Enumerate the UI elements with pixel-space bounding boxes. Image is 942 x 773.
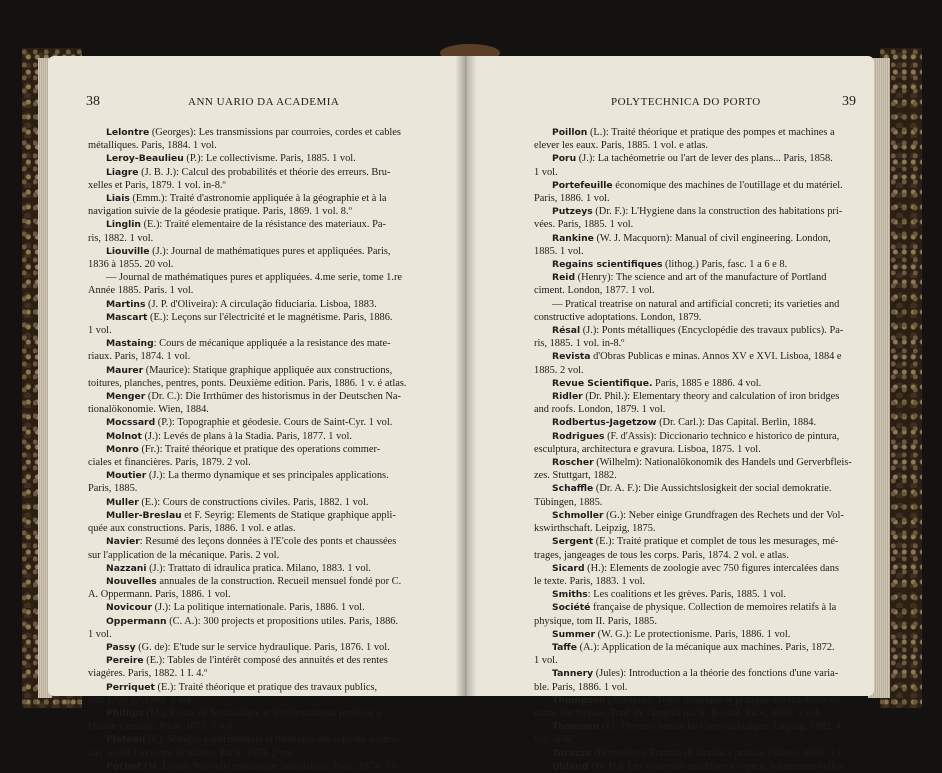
text-line	[534, 760, 852, 773]
entry-text: (J.): La politique internationale. Paris, 1886. 1 vol.	[151, 602, 365, 614]
entry-author: Sicard	[552, 562, 585, 574]
text-line	[88, 469, 442, 482]
text-line	[88, 720, 442, 733]
entry-author: Rodbertus-Jagetzow	[552, 417, 657, 429]
text-line	[534, 245, 852, 258]
text-line	[534, 284, 852, 297]
entry-text: vol. in-8.º	[534, 734, 576, 746]
entry-text: (J.): Ponts métalliques (Encyclopédie des travaux publics). Pa-	[580, 325, 844, 337]
entry-text: 1 vol.	[534, 655, 558, 667]
entry-author: Ubland	[552, 760, 589, 772]
entry-text: — Pratical treatrise on natural and artificial concreti; its varieties and	[552, 298, 840, 310]
entry-text: (P.): Le collectivisme. Paris, 1885. 1 vol.	[183, 153, 356, 165]
entry-author: Poru	[552, 153, 577, 165]
text-line	[534, 654, 852, 667]
text-line	[88, 694, 442, 707]
text-line	[88, 707, 442, 720]
entry-text: (Fr.): Traité théorique et pratique des operations commer-	[138, 443, 381, 455]
entry-text: (Wilhelm): Nationalökonomik des Handels und Gerverbfleis-	[593, 457, 852, 469]
entry-author: Revista	[552, 351, 591, 363]
entry-text: (J.): Levés de plans à la Stadia. Paris, 1877. 1 vol.	[141, 430, 352, 442]
text-line	[88, 654, 442, 667]
entry-author: Muller-Breslau	[106, 509, 182, 521]
entry-text: (Emm.): Traité d'astronomie appliquée à la géographie et à la	[129, 193, 387, 205]
entry-text: ble. Paris, 1886. 1 vol.	[534, 681, 628, 693]
text-line	[534, 628, 852, 641]
entry-author: Reid	[552, 272, 576, 284]
entry-text: l'Ecole Centrale. Paris, 1875. 1 vol.	[88, 721, 236, 733]
entry-text: viagéres. Paris, 1882. 1 I. 4.º	[88, 668, 208, 680]
entry-text: (Jules): Introduction a la théorie des fonctions d'une varia-	[593, 668, 839, 680]
text-line	[88, 667, 442, 680]
text-line	[534, 681, 852, 694]
entry-author: Sergent	[552, 536, 594, 548]
text-line	[534, 562, 852, 575]
text-line	[534, 350, 852, 363]
entry-text: kswirthschaft. Leipzig, 1875.	[534, 523, 656, 535]
text-line	[534, 509, 852, 522]
entry-text: annuales de la construction. Recueil mensuel fondé por C.	[156, 575, 402, 587]
text-line	[88, 615, 442, 628]
entry-author: Schaffle	[552, 483, 594, 495]
entry-author: Roscher	[552, 457, 594, 469]
entry-text: et F. Seyrig: Elements de Statique graphique appli-	[181, 509, 396, 521]
text-line	[534, 377, 852, 390]
entry-author: Poillon	[552, 127, 588, 138]
text-line	[88, 760, 442, 773]
text-line	[88, 549, 442, 562]
text-line	[88, 179, 442, 192]
text-line	[88, 192, 442, 205]
entry-author: Liagre	[106, 166, 139, 178]
text-line	[88, 522, 442, 535]
entry-text: esculptura, architectura e gravura. Lisboa, 1875. 1 vol.	[534, 443, 761, 455]
entry-author: Portefeuille	[552, 179, 613, 191]
running-head: ANN UARIO DA ACADEMIA	[188, 96, 340, 108]
entry-text: (J. B. J.): Calcul des probabilités et théorie des erreurs. Bru-	[138, 166, 391, 178]
entry-text: économique des machines de l'outillage et du matériel.	[612, 179, 843, 191]
text-line	[88, 641, 442, 654]
text-line	[88, 271, 442, 284]
entry-text: (J.): Statique expérimentale et théorique des liquides soumis	[145, 734, 399, 746]
entry-author: Société	[552, 602, 591, 614]
entry-text: Tübingen, 1885.	[534, 496, 603, 508]
text-line	[534, 218, 852, 231]
entry-text: (Dr. Carl.): Das Capital. Berlin, 1884.	[656, 417, 817, 429]
entry-author: Nouvelles	[106, 575, 157, 587]
text-line	[534, 522, 852, 535]
text-line	[534, 694, 852, 707]
entry-text: (Dr. F.): L'Hygiene dans la construction des habitations pri-	[592, 206, 843, 218]
entry-text: (Henry): The science and art of the manufacture of Portland	[575, 272, 827, 284]
text-line	[88, 324, 442, 337]
entry-text: and roofs. London, 1879. 1 vol.	[534, 404, 666, 416]
text-line	[88, 166, 442, 179]
entry-text: (Maurice): Statique graphique appliquée aux constructions,	[143, 364, 393, 376]
text-line	[88, 311, 442, 324]
entry-text: ciales et financières. Paris, 1879. 2 vol.	[88, 457, 251, 469]
entry-author: Summer	[552, 628, 596, 640]
entry-author: Nazzani	[106, 562, 147, 574]
text-line	[88, 298, 442, 311]
entry-text: ciment. London, 1877. 1 vol.	[534, 285, 655, 297]
entry-text: (C. A.): 300 projects et propositions utiles. Paris, 1886.	[166, 615, 399, 627]
text-line	[88, 416, 442, 429]
page-body	[88, 126, 442, 773]
text-line	[88, 601, 442, 614]
text-line	[88, 245, 442, 258]
entry-text: française de physique. Collection de memoires relatifs à la	[590, 602, 837, 614]
entry-author: Rodrigues	[552, 430, 605, 442]
entry-author: Molnot	[106, 430, 142, 442]
entry-text: A. Oppermann. Paris, 1886. 1 vol.	[88, 589, 231, 601]
text-line	[88, 390, 442, 403]
entry-text: (E.): Traité théorique et pratique des travaux publics,	[154, 681, 378, 693]
entry-text: (J.): Trattato di idraulica pratica. Milano, 1883. 1 vol.	[146, 562, 371, 574]
text-line	[88, 575, 442, 588]
text-line	[534, 192, 852, 205]
entry-text: (G. de): E'tude sur le service hydraulique. Paris, 1876. 1 vol.	[135, 641, 390, 653]
text-line	[534, 390, 852, 403]
entry-text: (Georges): Les transmissions par courroies, cordes et cables	[149, 127, 401, 138]
entry-text: ris, 1885. 1 vol. in-8.º	[534, 338, 625, 350]
text-line	[88, 350, 442, 363]
entry-author: Thomson	[552, 721, 600, 733]
entry-text: : Cours de mécanique appliquée a la resistance des mate-	[153, 338, 391, 350]
text-line	[88, 218, 442, 231]
entry-text: (A.): Application de la mécanique aux machines. Paris, 1872.	[576, 641, 835, 653]
text-line	[534, 615, 852, 628]
entry-text: (E.): Cours de constructions civiles. Paris, 1882. 1 vol.	[138, 496, 369, 508]
entry-text: (E.): Tables de l'intérêt composé des annuités et des rentes	[143, 655, 388, 667]
text-line	[88, 535, 442, 548]
text-line	[88, 509, 442, 522]
entry-text: Année 1885. Paris. 1 vol.	[88, 285, 194, 297]
entry-text: (J. P. d'Oliveira): A circulação fiduciaria. Lisboa, 1883.	[145, 298, 377, 310]
text-line	[534, 298, 852, 311]
entry-author: Oppermann	[106, 615, 167, 627]
entry-text: : Resumé des leçons données à l'E'cole des ponts et chaussées	[139, 536, 397, 548]
entry-text: (M. Léon): Nouvelle mécanique industrielle. Paris, 1874. 1 v.	[141, 760, 400, 772]
text-line	[534, 311, 852, 324]
entry-text: 1836 à 1855. 20 vol.	[88, 259, 174, 271]
entry-author: Menger	[106, 391, 146, 403]
entry-text: (E.): Traité pratique et complet de tous les mesurages, mé-	[593, 536, 839, 548]
entry-text: toitures, planches, pentres, ponts. Deuxième edition. Paris, 1886. 1 v. é atlas.	[88, 377, 407, 389]
text-line	[534, 641, 852, 654]
entry-text: (J.): La thermo dynamique et ses principales applications.	[146, 470, 389, 482]
text-line	[534, 549, 852, 562]
text-line	[534, 139, 852, 152]
entry-text: namo électriques. Trad. de l'anglais par E. Boistel. Paris, 1886. 1 vol.	[534, 707, 821, 719]
entry-text: (J.): Thermochemische Untersuchungen. Leipzig, 1882. 4	[599, 721, 842, 733]
entry-author: Linglin	[106, 219, 141, 231]
entry-author: Liais	[106, 193, 130, 205]
text-line	[534, 482, 852, 495]
entry-text: (Dr. C.): Die Irrthümer des historismus in der Deutschen Na-	[145, 391, 401, 403]
text-line	[534, 720, 852, 733]
entry-text: (W. H.): Les nouvelles machines à vapeur, notamment celles	[588, 760, 843, 772]
entry-author: Pochet	[106, 760, 142, 772]
entry-text: riaux. Paris, 1874. 1 vol.	[88, 351, 191, 363]
entry-text: (W. J. Macquorn): Manual of civil engineering. London,	[593, 232, 831, 244]
entry-author: Martins	[106, 298, 146, 310]
entry-text: — Journal de mathématiques pures et appliquées. 4.me serie, tome 1.re	[106, 272, 403, 284]
entry-text: (P.): Topographie et géodesie. Cours de Saint-Cyr. 1 vol.	[155, 417, 393, 429]
entry-author: Liouville	[106, 245, 150, 257]
text-line	[534, 258, 852, 271]
entry-text: d'Obras Publicas e minas. Annos XV e XVI. Lisboa, 1884 e	[590, 351, 842, 363]
text-line	[88, 364, 442, 377]
entry-text: quée aux constructions. Paris, 1886. 1 vol. e atlas.	[88, 523, 296, 535]
text-line	[88, 337, 442, 350]
text-line	[534, 747, 852, 760]
entry-text: (F. d'Assis): Diccionario technico e historico de pintura,	[604, 430, 840, 442]
entry-text: ris, 1882. 1 vol.	[88, 232, 154, 244]
entry-text: (Dr. Phil.): Elementary theory and calculation of iron bridges	[582, 391, 840, 403]
text-line	[88, 258, 442, 271]
text-line	[88, 747, 442, 760]
entry-text: (G.): Neber einige Grundfragen des Rechets und der Vol-	[603, 509, 844, 521]
text-line	[534, 126, 852, 139]
text-line	[534, 588, 852, 601]
entry-author: Thompson	[552, 694, 606, 706]
left-page	[48, 56, 466, 772]
text-line	[534, 667, 852, 680]
entry-text: 1 vol.	[534, 166, 558, 178]
entry-text: elever les eaux. Paris, 1885. 1 vol. e atlas.	[534, 140, 708, 152]
entry-author: Moutier	[106, 470, 147, 482]
entry-text: zes. Stuttgart, 1882.	[534, 470, 617, 482]
entry-author: Lelontre	[106, 127, 150, 138]
entry-text: métalliques. Paris, 1884. 1 vol.	[88, 140, 217, 152]
entry-author: Tannery	[552, 668, 594, 680]
entry-text: (Dr. A. F.): Die Aussichtslosigkeit der social demokratie.	[593, 483, 832, 495]
text-line	[88, 139, 442, 152]
entry-author: Ridler	[552, 391, 583, 403]
running-head: POLYTECHNICA DO PORTO	[611, 96, 761, 108]
entry-author: Smiths	[552, 589, 588, 601]
entry-text: (H.): Elements de zoologie avec 750 figures intercalées dans	[584, 562, 840, 574]
entry-text: (M.): Cours de hydraulique et d'hydrostatique professé à	[143, 707, 381, 719]
entry-author: Navier	[106, 536, 140, 548]
text-line	[534, 324, 852, 337]
entry-text: 1885. 1 vol.	[534, 245, 584, 257]
entry-text: : Les coalitions et les grèves. Paris, 1885. 1 vol.	[587, 589, 787, 601]
text-line	[534, 416, 852, 429]
entry-text: physique, tom II. Paris, 1885.	[534, 615, 657, 627]
text-line	[534, 535, 852, 548]
text-line	[534, 469, 852, 482]
text-line	[534, 575, 852, 588]
entry-text: (J.): Journal de mathématiques pures et appliquées. Paris,	[149, 245, 391, 257]
right-page	[466, 56, 874, 772]
text-line	[88, 152, 442, 165]
text-line	[534, 337, 852, 350]
entry-author: Passy	[106, 641, 136, 653]
entry-author: Mastaing	[106, 338, 154, 350]
entry-author: Rankine	[552, 232, 594, 244]
entry-text: (E.): Leçons sur l'électricité et le magnétisme. Paris, 1886.	[147, 311, 393, 323]
text-line	[534, 205, 852, 218]
text-line	[534, 443, 852, 456]
text-line	[534, 496, 852, 509]
entry-text: (Domenico): Trattato di idraulica pratica. Padova, 1880. 1 v.	[591, 747, 845, 759]
entry-author: Turazza	[552, 747, 592, 759]
entry-text: (W. G.): Le protectionisme. Paris, 1886. 1 vol.	[595, 628, 791, 640]
entry-author: Schmoller	[552, 509, 604, 521]
entry-author: Pereire	[106, 655, 144, 667]
entry-author: Résal	[552, 325, 581, 337]
entry-text: 1 vol.	[88, 628, 112, 640]
entry-text: (Silvanus): Traité théorique et pratique des machines dy-	[605, 694, 844, 706]
entry-text: tionalökonomie. Wien, 1884.	[88, 404, 209, 416]
text-line	[88, 205, 442, 218]
entry-author: Revue Scientifique.	[552, 377, 653, 389]
entry-text: tom 1.º et 2.º 1883. 2 vol.	[88, 694, 194, 706]
text-line	[88, 681, 442, 694]
entry-text: (J.): La tachéometrie ou l'art de lever des plans... Paris, 1858.	[576, 153, 833, 165]
text-line	[88, 284, 442, 297]
entry-text: Paris, 1885.	[88, 483, 138, 495]
text-line	[88, 562, 442, 575]
entry-author: Mocssard	[106, 417, 156, 429]
gutter-shadow	[455, 56, 477, 696]
text-line	[534, 733, 852, 746]
entry-author: Novicour	[106, 602, 152, 614]
text-line	[88, 588, 442, 601]
entry-text: trages, jangeages de tous les corps. Paris, 1874. 2 vol. e atlas.	[534, 549, 789, 561]
page-number: 39	[842, 94, 856, 109]
entry-author: Muller	[106, 496, 139, 508]
text-line	[88, 496, 442, 509]
entry-text: sur l'application de la mécanique. Paris. 2 vol.	[88, 549, 280, 561]
text-line	[534, 403, 852, 416]
entry-author: Phillips	[106, 707, 144, 719]
text-line	[534, 232, 852, 245]
entry-text: le texte. Paris, 1883. 1 vol.	[534, 575, 646, 587]
entry-text: xelles et Paris, 1879. 1 vol. in-8.º	[88, 179, 226, 191]
entry-author: Maurer	[106, 364, 144, 376]
text-line	[88, 403, 442, 416]
entry-author: Mascart	[106, 311, 148, 323]
entry-author: Plateau	[106, 734, 146, 746]
entry-text: vées. Paris, 1885. 1 vol.	[534, 219, 634, 231]
entry-text: constructive adoptations. London, 1879.	[534, 311, 702, 323]
text-line	[534, 166, 852, 179]
text-line	[88, 733, 442, 746]
entry-author: Monro	[106, 443, 139, 455]
entry-text: (lithog.) Paris, fasc. 1 a 6 e 8.	[662, 259, 788, 271]
text-line	[88, 628, 442, 641]
entry-author: Regains scientifiques	[552, 259, 663, 271]
text-line	[534, 271, 852, 284]
entry-author: Taffe	[552, 641, 577, 653]
text-line	[88, 456, 442, 469]
text-line	[534, 456, 852, 469]
entry-text: navigation suivie de la géodesie pratique. Paris, 1869. 1 vol. 8.º	[88, 206, 352, 218]
text-line	[88, 443, 442, 456]
text-line	[534, 707, 852, 720]
entry-text: 1 vol.	[88, 325, 112, 337]
entry-author: Leroy-Beaulieu	[106, 153, 184, 165]
text-line	[534, 152, 852, 165]
text-line	[88, 377, 442, 390]
page-body	[534, 126, 852, 773]
entry-text: 1885. 2 vol.	[534, 364, 584, 376]
text-line	[534, 430, 852, 443]
text-line	[534, 179, 852, 192]
text-line	[88, 430, 442, 443]
text-line	[88, 482, 442, 495]
text-line	[88, 126, 442, 139]
text-line	[534, 601, 852, 614]
text-line	[88, 232, 442, 245]
entry-text: (E.): Traité elementaire de la résistance des materiaux. Pa-	[140, 219, 386, 231]
entry-text: (L.): Traité théorique et pratique des pompes et machines a	[587, 127, 835, 138]
text-line	[534, 364, 852, 377]
entry-author: Perriquet	[106, 681, 155, 693]
entry-text: aux seules forces moléculaires. Paris, 1873. 2 vol.	[88, 747, 296, 759]
page-number: 38	[86, 94, 100, 109]
entry-text: Paris, 1885 e 1886. 4 vol.	[652, 377, 762, 389]
entry-text: Paris, 1886. 1 vol.	[534, 193, 610, 205]
entry-author: Putzeys	[552, 206, 593, 218]
